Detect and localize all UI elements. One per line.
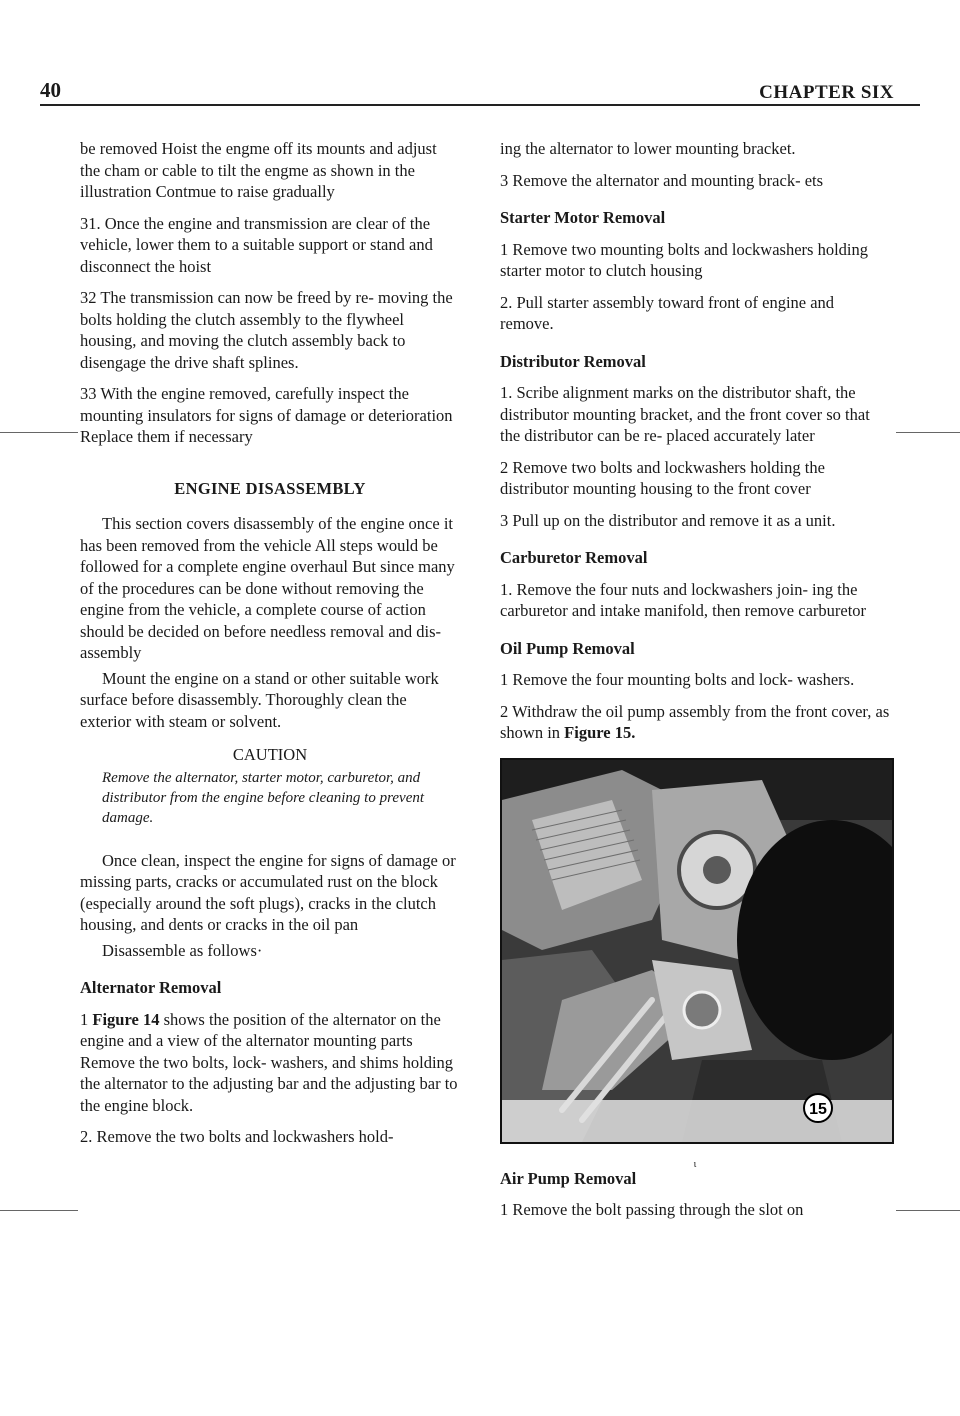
paragraph: ing the alternator to lower mounting bracket. [500, 139, 796, 158]
paragraph: 3 Pull up on the distributor and remove it as a unit. [500, 510, 836, 530]
paragraph: 31. Once the engine and transmission are clear of the vehicle, lower them to a suitable support or stand and disconnect the hoist [80, 213, 433, 276]
right-column [500, 138, 890, 1231]
subsection-heading-oil-pump: Oil Pump Removal [500, 638, 635, 658]
subsection-heading-carburetor: Carburetor Removal [500, 548, 648, 567]
paragraph: be removed Hoist the engme off its mounts and adjust the cham or cable to tilt the engme as shown in the illustration Contmue to raise gradually [80, 139, 437, 201]
scan-artifact-line [896, 432, 960, 433]
paragraph: 32 The transmission can now be freed by re- moving the bolts holding the clutch assembly to the flywheel housing, and moving the clutch assembly back to disengage the drive shaft splines. [80, 288, 453, 372]
scan-artifact-line [896, 1210, 960, 1211]
scan-artifact-line [0, 1210, 78, 1211]
paragraph: 1. Remove the four nuts and lockwashers join- ing the carburetor and intake manifold, then remove carburetor [500, 579, 867, 620]
figure-reference: Figure 15. [564, 723, 636, 742]
paragraph: 1 Remove the bolt passing through the slot on [500, 1200, 804, 1219]
paragraph: This section covers disassembly of the engine once it has been removed from the vehicle All steps would be followed for a complete engine overhaul But since many of the procedures can be done without removing the engine from the vehicle, a complete course of action should be decided on before needless removal and dis- assembly [80, 514, 455, 662]
caution-title: CAUTION [232, 745, 308, 764]
figure-reference: Figure 14 [92, 1009, 160, 1029]
chapter-title: CHAPTER SIX [759, 82, 894, 103]
paragraph: Once clean, inspect the engine for signs of damage or missing parts, cracks or accumulated rust on the block (especially around the soft plugs), cracks in the clutch housing, and dents or cracks in the oil pan [80, 850, 456, 934]
scan-artifact-line [0, 432, 78, 433]
figure-15-photo [500, 758, 894, 1144]
caption-mark: ι [693, 1158, 697, 1170]
left-column [80, 138, 460, 1158]
header-rule [40, 104, 920, 106]
subsection-heading-distributor: Distributor Removal [500, 351, 646, 371]
paragraph [80, 1009, 460, 1117]
caution-body: Remove the alternator, starter motor, carburetor, and distributor from the engine before cleaning to prevent damage. [102, 769, 425, 826]
subsection-heading-alternator: Alternator Removal [80, 978, 222, 997]
paragraph: 1 Remove the four mounting bolts and lock- washers. [500, 670, 855, 689]
engine-photo-illustration [502, 760, 892, 1142]
figure-number-label: 15 [809, 1100, 827, 1118]
paragraph: 2. Pull starter assembly toward front of engine and remove. [500, 292, 835, 333]
paragraph: Mount the engine on a stand or other suitable work surface before disassembly. Thoroughly clean the exterior with steam or solvent. [80, 668, 439, 731]
paragraph: 2 Remove two bolts and lockwashers holding the distributor mounting housing to the front cover [500, 457, 825, 498]
subsection-heading-starter: Starter Motor Removal [500, 208, 666, 227]
paragraph: 1. Scribe alignment marks on the distributor shaft, the distributor mounting bracket, and the front cover so that the distributor can be re- placed accurately later [500, 383, 870, 445]
paragraph: 3 Remove the alternator and mounting brack- ets [500, 170, 824, 190]
paragraph: 33 With the engine removed, carefully inspect the mounting insulators for signs of damage or deterioration Replace them if necessary [80, 384, 453, 446]
paragraph: 2. Remove the two bolts and lockwashers hold- [80, 1127, 394, 1146]
subsection-heading-air-pump: Air Pump Removal [500, 1168, 637, 1188]
step-text: shows the position of the alternator on the engine and a view of the alternator mounting parts Remove the two bolts, lock- washers, and shims holding the alternator to the adjusting bar and the adjusting bar to the engine block. [80, 1009, 458, 1115]
paragraph [500, 701, 890, 744]
paragraph: 1 Remove two mounting bolts and lockwashers holding starter motor to clutch housing [500, 239, 869, 280]
paragraph: Disassemble as follows· [102, 940, 263, 960]
step-number: 1 [80, 1009, 93, 1029]
step-text: 2 Withdraw the oil pump assembly from the front cover, as shown in [500, 701, 890, 742]
section-heading: ENGINE DISASSEMBLY [174, 478, 366, 498]
page-number: 40 [40, 78, 61, 102]
